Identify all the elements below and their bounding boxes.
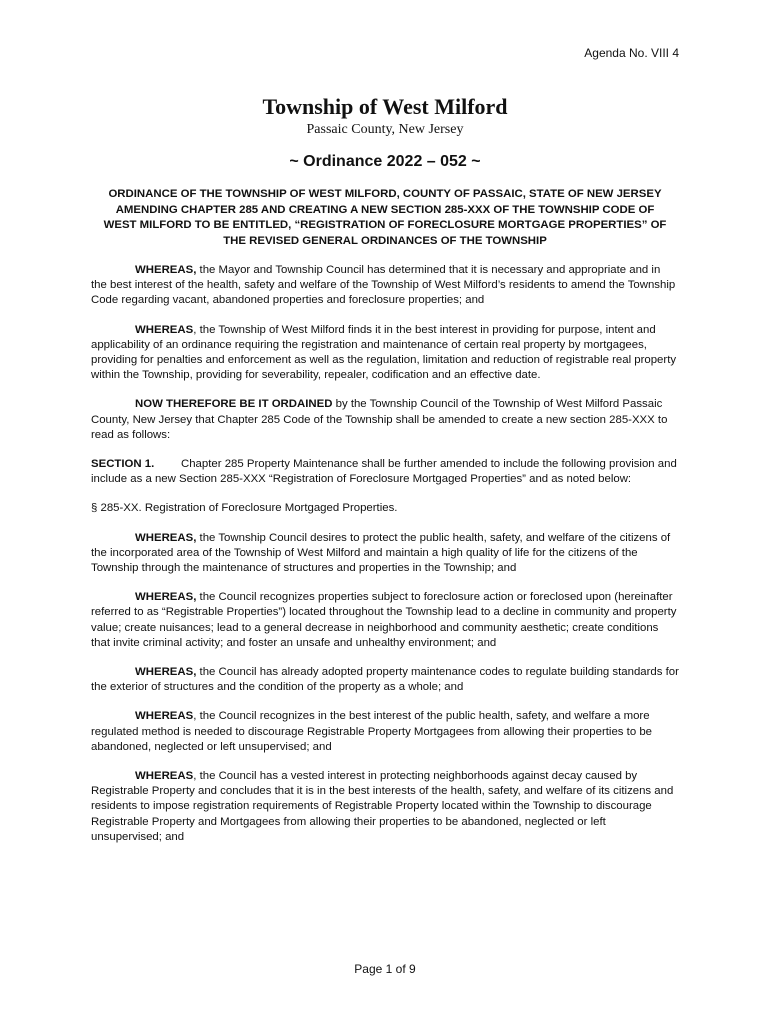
paragraph-lead: WHEREAS, [135,264,197,276]
whereas-clause [91,531,679,577]
section-number: SECTION 1. [91,458,155,471]
paragraph [91,263,679,309]
section-paragraph [91,457,679,487]
paragraph-text: the Mayor and Township Council has determined that it is necessary and appropriate and in the best interest of the health, safety and welfare of the Township of West Milford’s residents to amend the Township Code regarding vacant, abandoned properties and foreclosure properties; and [91,264,676,307]
clause-lead: WHEREAS [135,710,194,723]
paragraph [91,397,679,443]
document-body [91,263,679,859]
ordinance-heading: ORDINANCE OF THE TOWNSHIP OF WEST MILFORD, COUNTY OF PASSAIC, STATE OF NEW JERSEY AMENDING CHAPTER 285 AND CREATING A NEW SECTION 285-XXX OF THE TOWNSHIP CODE OF WEST MILFORD TO BE ENTITLED, “REGISTRATION OF FORECLOSURE MORTGAGE PROPERTIES” OF THE REVISED GENERAL ORDINANCES OF THE TOWNSHIP [103,188,667,247]
whereas-clause [91,590,679,651]
section-text: Chapter 285 Property Maintenance shall be further amended to include the following provision and include as a new Section 285-XXX “Registration of Foreclosure Mortgaged Properties” and as noted below: [91,458,677,486]
document-title: Township of West Milford [262,94,508,119]
clause-text: the Council has already adopted property maintenance codes to regulate building standards for the exterior of structures and the condition of the property as a whole; and [91,666,679,694]
subsection-title: § 285-XX. Registration of Foreclosure Mortgaged Properties. [91,502,398,515]
paragraph-text: , the Township of West Milford finds it in the best interest in providing for purpose, intent and applicability of an ordinance requiring the registration and maintenance of certain real property by mortgagees, providing for penalties and enforcement as well as the regulation, limitation and reduction of registrable real property within the Township, providing for severability, repealer, codification and an effective date. [91,323,677,382]
ordinance-number: ~ Ordinance 2022 – 052 ~ [289,153,481,170]
paragraph-lead: WHEREAS [135,323,194,336]
clause-lead: WHEREAS [135,770,194,783]
paragraph [91,323,679,384]
clause-text: the Township Council desires to protect the public health, safety, and welfare of the citizens of the incorporated area of the Township of West Milford and maintain a high quality of life for the citizens of the Township through the maintenance of structures and properties in the Township; and [91,531,671,575]
agenda-number: Agenda No. VIII 4 [584,46,679,60]
whereas-clause [91,665,679,695]
whereas-clause [91,709,679,755]
paragraph-text: by the Township Council of the Township of West Milford Passaic County, New Jersey that Chapter 285 Code of the Township shall be amended to create a new section 285-XXX to read as follows: [91,398,668,441]
paragraph-lead: NOW THEREFORE BE IT ORDAINED [135,398,333,411]
clause-lead: WHEREAS, [135,591,197,604]
document-subtitle: Passaic County, New Jersey [306,122,464,137]
whereas-clause [91,769,679,845]
clause-text: , the Council recognizes in the best interest of the public health, safety, and welfare a more regulated method is needed to discourage Registrable Property Mortgagees from allowing their properties to be abandoned, neglected or left unsupervised; and [91,710,652,753]
clause-lead: WHEREAS, [135,531,197,544]
page-number: Page 1 of 9 [354,962,416,976]
clause-text: , the Council has a vested interest in protecting neighborhoods against decay caused by Registrable Property and concludes that it is in the best interests of the health, safety, and welfare of its citizens and residents to impose registration requirements of Registrable Property located within the Township to discourage Registrable Property and Mortgagees from allowing their properties to be abandoned, neglected or left unsupervised; and [91,770,674,843]
clause-text: the Council recognizes properties subject to foreclosure action or foreclosed upon (hereinafter referred to as “Registrable Properties”) located throughout the Township lead to a decline in community and property value; create nuisances; lead to a general decrease in neighborhood and community aesthetic; create conditions that invite criminal activity; and foster an unsafe and unhealthy environment; and [91,591,677,649]
clause-lead: WHEREAS, [135,666,197,679]
